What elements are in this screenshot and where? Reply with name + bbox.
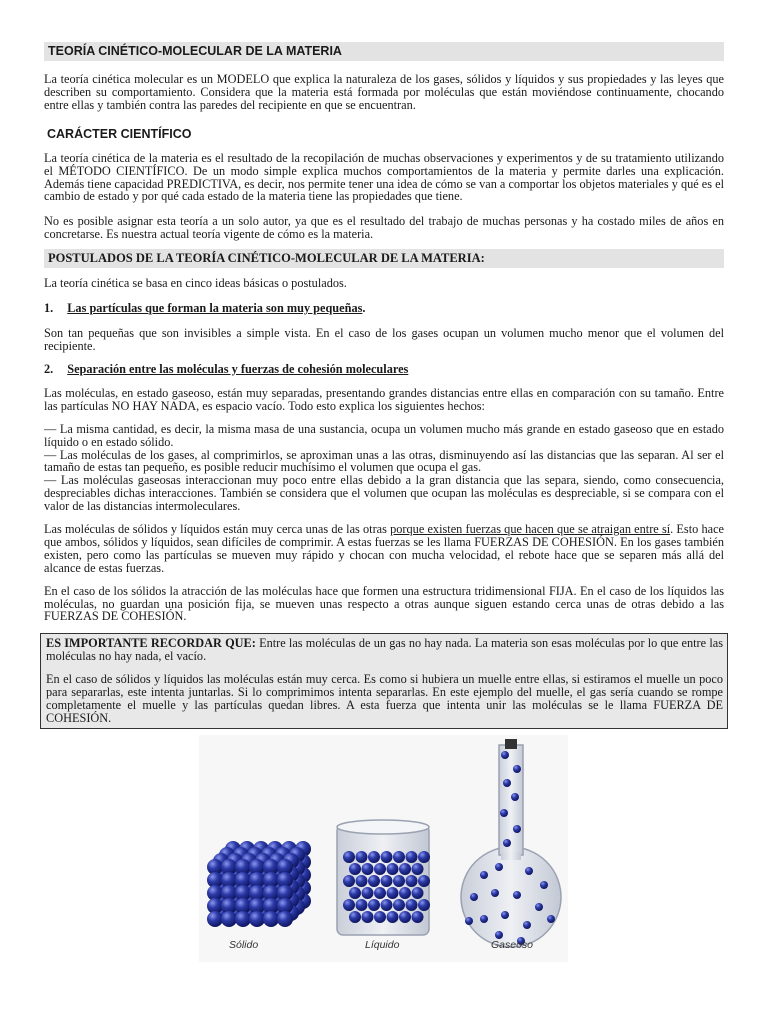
molecule <box>207 911 223 927</box>
molecule <box>387 863 399 875</box>
postulado-1-title: Las partículas que forman la materia son muy pequeñas <box>67 301 363 316</box>
molecule <box>374 911 386 923</box>
molecule <box>368 899 380 911</box>
molecule <box>503 779 511 787</box>
label-liquid: Líquido <box>365 939 400 951</box>
molecule <box>399 887 411 899</box>
molecule <box>381 851 393 863</box>
molecule <box>399 863 411 875</box>
molecule <box>525 867 533 875</box>
molecule <box>535 903 543 911</box>
molecule <box>418 851 430 863</box>
postulado-1-text: Son tan pequeñas que son invisibles a simple vista. En el caso de los gases ocupan un volumen mucho menor que el volumen del recipiente. <box>44 326 724 353</box>
molecule <box>412 863 424 875</box>
molecule <box>480 871 488 879</box>
molecule <box>501 911 509 919</box>
molecule <box>393 899 405 911</box>
molecule <box>495 931 503 939</box>
underlined-text: porque existen fuerzas que hacen que se atraigan entre sí <box>390 522 671 537</box>
beaker-icon <box>337 820 430 935</box>
states-illustration <box>199 735 568 962</box>
molecule <box>349 911 361 923</box>
molecule <box>406 875 418 887</box>
molecule <box>480 915 488 923</box>
postulados-intro: La teoría cinética se basa en cinco ideas básicas o postulados. <box>44 276 347 291</box>
molecule <box>503 839 511 847</box>
document-page <box>44 42 724 729</box>
molecule <box>368 875 380 887</box>
important-note-paragraph-2: En el caso de sólidos y líquidos las moléculas están muy cerca. Es como si hubiera un muelle entre ellas, si estiramos el muelle un poco para separarlas, este intenta juntarlas. Si lo comprimimos intenta separarlas. En este ejemplo del muelle, el gas sería cuando se rompe completamente el muelle y las partículas quedan libres. A esta fuerza que intenta unir las moléculas se le llama FUERZA DE COHESIÓN. <box>46 672 723 725</box>
molecule <box>540 881 548 889</box>
molecule <box>263 911 279 927</box>
postulado-2-text-1: Las moléculas, en estado gaseoso, están muy separadas, presentando grandes distancias entre ellas en comparación con su tamaño. Entre las partículas NO HAY NADA, es espacio vacío. Todo esto explica los siguientes hechos: <box>44 385 724 413</box>
postulado-1-period: . <box>362 301 366 316</box>
molecule <box>362 863 374 875</box>
molecule <box>343 899 355 911</box>
postulado-2-heading <box>44 362 724 377</box>
molecule <box>418 875 430 887</box>
molecule <box>412 911 424 923</box>
fact-item: — Las moléculas gaseosas interaccionan muy poco entre ellas debido a la gran distancia que las separa, siendo, como consecuencia, despreciables dichas interacciones. También se considera que el volumen que ocupan las moléculas es despreciable, si se compara con el valor de las distancias intermoleculares. <box>44 473 724 514</box>
molecule <box>362 911 374 923</box>
molecule <box>381 899 393 911</box>
molecule <box>393 875 405 887</box>
molecule <box>501 751 509 759</box>
molecule <box>221 911 237 927</box>
molecule <box>513 825 521 833</box>
postulado-2-text-2 <box>44 523 724 575</box>
molecule <box>513 765 521 773</box>
postulado-2-title: Separación entre las moléculas y fuerzas de cohesión moleculares <box>67 361 409 376</box>
molecule <box>374 863 386 875</box>
molecule <box>362 887 374 899</box>
molecule <box>513 891 521 899</box>
fact-item: — Las moléculas de los gases, al comprimirlos, se aproximan unas a las otras, disminuyendo así las distancias que las separan. Al ser el tamaño de estas tan pequeño, es posible reducir muchísimo el volumen que ocupa el gas. <box>44 447 724 475</box>
page-title: TEORÍA CINÉTICO-MOLECULAR DE LA MATERIA <box>44 42 724 61</box>
caracter-heading: CARÁCTER CIENTÍFICO <box>47 126 192 141</box>
molecule <box>235 911 251 927</box>
postulado-2-number: 2. <box>44 361 54 376</box>
molecule <box>495 863 503 871</box>
molecule <box>465 917 473 925</box>
molecule <box>356 851 368 863</box>
molecule <box>500 809 508 817</box>
caracter-paragraph-1: La teoría cinética de la materia es el resultado de la recopilación de muchas observaciones y experimentos y de su tratamiento utilizando el MÉTODO CIENTÍFICO. De un modo simple explica muchos comportamientos de la materia y permite darles una explicación. Además tiene capacidad PREDICTIVA, es decir, nos permite tener una idea de cómo se van a comportar los objetos materiales y qué es el cambio de estado y por qué cada estado de la materia tiene las propiedades que tiene. <box>44 150 724 204</box>
caracter-paragraph-2: No es posible asignar esta teoría a un solo autor, ya que es el resultado del trabajo de muchas personas y ha costado miles de años en concretarse. Es nuestra actual teoría vigente de cómo es la materia. <box>44 214 724 242</box>
molecule <box>368 851 380 863</box>
molecule <box>412 887 424 899</box>
molecule <box>406 851 418 863</box>
molecule <box>356 899 368 911</box>
molecule <box>343 851 355 863</box>
molecule <box>349 887 361 899</box>
molecule <box>470 893 478 901</box>
flask-icon <box>461 739 561 947</box>
molecule <box>277 911 293 927</box>
important-note-box <box>40 633 728 728</box>
molecule <box>349 863 361 875</box>
text-span: Entre las moléculas de un gas no hay nada. La materia son esas moléculas por lo que entre las moléculas no hay nada, el vacío. <box>46 636 723 664</box>
molecule <box>523 921 531 929</box>
molecule <box>547 915 555 923</box>
postulado-2-text-3: En el caso de los sólidos la atracción de las moléculas hace que formen una estructura tridimensional FIJA. En el caso de los líquidos las moléculas, no guardan una posición fija, se mueven unas respecto a otras aunque siguen estando cerca unas de otras debido a las FUERZAS DE COHESIÓN. <box>44 583 724 624</box>
molecule <box>356 875 368 887</box>
intro-paragraph: La teoría cinética molecular es un MODELO que explica la naturaleza de los gases, sólidos y líquidos y sus propiedades y las leyes que describen su comportamiento. Considera que la materia está formada por moléculas que están moviéndose continuamente, chocando entre ellas y también contra las paredes del recipiente en que se encuentran. <box>44 72 724 112</box>
fact-item: — La misma cantidad, es decir, la misma masa de una sustancia, ocupa un volumen mucho más grande en estado gaseoso que en estado líquido o en estado sólido. <box>44 421 724 449</box>
states-of-matter-figure <box>199 735 568 962</box>
postulado-1-heading <box>44 301 724 316</box>
solid-cube-icon <box>207 841 311 927</box>
molecule <box>343 875 355 887</box>
postulado-1-number: 1. <box>44 301 54 316</box>
molecule <box>491 889 499 897</box>
molecule <box>511 793 519 801</box>
molecule <box>406 899 418 911</box>
molecule <box>387 887 399 899</box>
molecule <box>381 875 393 887</box>
important-note-paragraph-1 <box>46 637 723 663</box>
molecule <box>393 851 405 863</box>
label-solid: Sólido <box>229 939 259 951</box>
molecule <box>387 911 399 923</box>
molecule <box>249 911 265 927</box>
molecule <box>399 911 411 923</box>
important-note-lead: ES IMPORTANTE RECORDAR QUE: <box>46 636 256 651</box>
molecule <box>418 899 430 911</box>
postulados-heading: POSTULADOS DE LA TEORÍA CINÉTICO-MOLECULAR DE LA MATERIA: <box>44 249 724 268</box>
text-span: . Esto hace que ambos, sólidos y líquidos, sean difíciles de comprimir. A estas fuerzas se les llama FUERZAS DE COHESIÓN. En los gases también existen, pero como las partículas se mueven muy rápido y chocan con mucha velocidad, el rebote hace que se separen más allá del alcance de estas fuerzas. <box>44 522 725 575</box>
text-span: Las moléculas de sólidos y líquidos están muy cerca unas de las otras <box>44 522 391 537</box>
molecule <box>374 887 386 899</box>
label-gas: Gaseoso <box>491 939 534 951</box>
